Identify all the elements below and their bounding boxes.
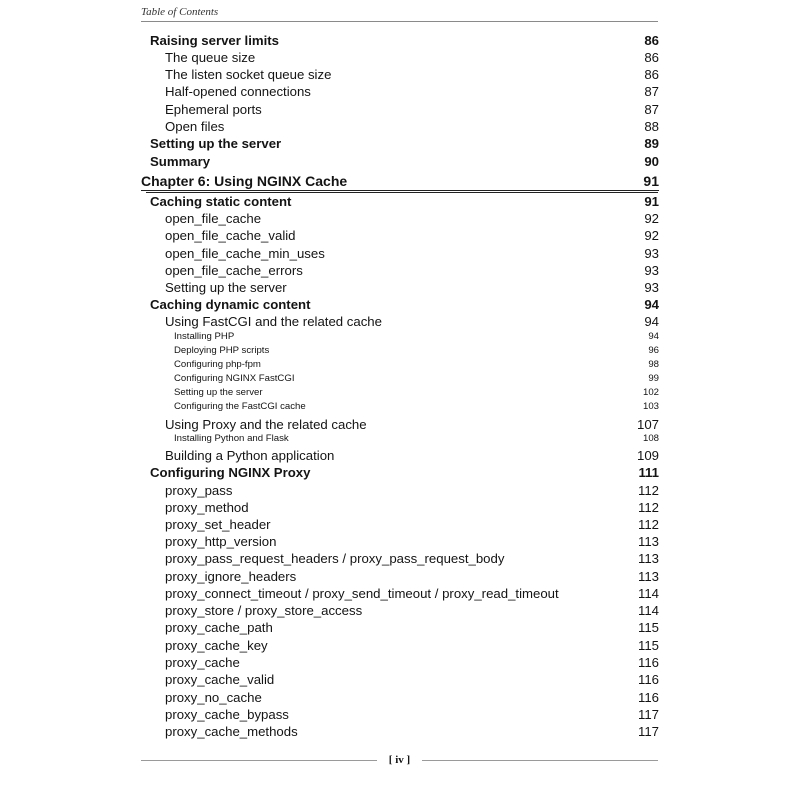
toc-entry-page-number: 113: [637, 534, 659, 549]
toc-entry-title: proxy_cache_methods: [165, 724, 298, 739]
toc-entry[interactable]: [165, 724, 659, 740]
toc-entry-page-number: 93: [644, 246, 659, 261]
toc-entry-page-number: 112: [637, 483, 659, 498]
toc-chapter-heading[interactable]: [141, 173, 659, 191]
toc-entry-page-number: 102: [642, 387, 659, 398]
toc-entry[interactable]: [174, 345, 659, 357]
toc-entry-title: Configuring php-fpm: [174, 359, 261, 370]
toc-entry-title: Half-opened connections: [165, 84, 311, 99]
toc-entry-title: open_file_cache_min_uses: [165, 246, 325, 261]
chapter-rule: [146, 192, 658, 193]
toc-entry[interactable]: [165, 448, 659, 464]
toc-entry-title: The listen socket queue size: [165, 67, 332, 82]
toc-entry-title: proxy_no_cache: [165, 690, 262, 705]
toc-entry-page-number: 114: [637, 586, 659, 601]
toc-entry-page-number: 115: [637, 620, 659, 635]
toc-entry[interactable]: [165, 672, 659, 688]
toc-entry-title: Using Proxy and the related cache: [165, 417, 367, 432]
toc-entry-page-number: 92: [644, 211, 659, 226]
toc-entry-page-number: 112: [637, 517, 659, 532]
toc-entry-title: open_file_cache: [165, 211, 262, 226]
toc-entry[interactable]: [150, 33, 659, 49]
toc-entry-title: Installing PHP: [174, 331, 235, 342]
toc-entry[interactable]: [165, 280, 659, 296]
toc-entry-title: Chapter 6: Using NGINX Cache: [141, 173, 348, 189]
toc-entry-title: proxy_cache_bypass: [165, 707, 289, 722]
toc-entry-page-number: 117: [637, 724, 659, 739]
toc-entry[interactable]: [174, 433, 659, 445]
toc-entry[interactable]: [174, 373, 659, 385]
toc-entry-title: Building a Python application: [165, 448, 335, 463]
toc-entry-title: proxy_pass_request_headers / proxy_pass_request_body: [165, 551, 505, 566]
toc-entry-title: proxy_cache: [165, 655, 240, 670]
toc-entry-title: proxy_cache_key: [165, 638, 268, 653]
toc-entry-title: proxy_http_version: [165, 534, 277, 549]
toc-entry[interactable]: [165, 551, 659, 567]
toc-entry[interactable]: [165, 119, 659, 135]
toc-entry[interactable]: [165, 483, 659, 499]
toc-entry-page-number: 94: [644, 314, 659, 329]
toc-entry-page-number: 96: [648, 345, 659, 356]
toc-entry-title: proxy_cache_valid: [165, 672, 275, 687]
toc-entry-page-number: 111: [638, 465, 659, 480]
toc-entry-title: Setting up the server: [150, 136, 282, 151]
toc-entry-title: Open files: [165, 119, 225, 134]
toc-entry-page-number: 91: [644, 194, 659, 209]
toc-entry[interactable]: [165, 246, 659, 262]
header-title: Table of Contents: [141, 6, 219, 18]
toc-entry[interactable]: [165, 67, 659, 83]
toc-entry-title: proxy_method: [165, 500, 249, 515]
toc-entry[interactable]: [165, 517, 659, 533]
toc-entry[interactable]: [150, 194, 659, 210]
toc-entry-page-number: 92: [644, 228, 659, 243]
toc-entry[interactable]: [165, 417, 659, 433]
toc-entry-page-number: 91: [643, 173, 659, 189]
toc-entry-title: Installing Python and Flask: [174, 433, 289, 444]
toc-entry-title: Setting up the server: [165, 280, 287, 295]
toc-entry-page-number: 94: [648, 331, 659, 342]
toc-entry-title: proxy_connect_timeout / proxy_send_timeout / proxy_read_timeout: [165, 586, 559, 601]
toc-entry-title: Configuring NGINX FastCGI: [174, 373, 295, 384]
toc-entry[interactable]: [174, 387, 659, 399]
toc-entry-page-number: 88: [644, 119, 659, 134]
toc-entry[interactable]: [165, 603, 659, 619]
toc-entry[interactable]: [165, 50, 659, 66]
toc-entry-page-number: 116: [637, 672, 659, 687]
toc-entry-page-number: 115: [637, 638, 659, 653]
toc-entry-page-number: 99: [648, 373, 659, 384]
toc-entry-page-number: 93: [644, 263, 659, 278]
toc-entry[interactable]: [150, 297, 659, 313]
toc-entry-title: Caching static content: [150, 194, 292, 209]
toc-entry[interactable]: [165, 84, 659, 100]
toc-entry-title: Deploying PHP scripts: [174, 345, 270, 356]
toc-entry-title: proxy_pass: [165, 483, 233, 498]
toc-entry[interactable]: [150, 136, 659, 152]
toc-entry-page-number: 107: [636, 417, 659, 432]
toc-entry[interactable]: [165, 690, 659, 706]
toc-entry[interactable]: [165, 586, 659, 602]
toc-entry-title: Using FastCGI and the related cache: [165, 314, 382, 329]
toc-entry[interactable]: [165, 620, 659, 636]
toc-entry-page-number: 116: [637, 655, 659, 670]
toc-entry-title: Raising server limits: [150, 33, 280, 48]
toc-entry-page-number: 112: [637, 500, 659, 515]
toc-entry-page-number: 117: [637, 707, 659, 722]
toc-entry[interactable]: [165, 102, 659, 118]
toc-entry-title: Configuring NGINX Proxy: [150, 465, 311, 480]
toc-entry-page-number: 89: [644, 136, 659, 151]
toc-entry-page-number: 87: [644, 102, 659, 117]
toc-entry[interactable]: [174, 331, 659, 343]
toc-entry-title: Setting up the server: [174, 387, 263, 398]
toc-entry-page-number: 113: [637, 569, 659, 584]
toc-entry-title: proxy_cache_path: [165, 620, 273, 635]
toc-entry-page-number: 94: [644, 297, 659, 312]
toc-entry-page-number: 116: [637, 690, 659, 705]
page-footer: [141, 753, 658, 767]
toc-entry[interactable]: [165, 211, 659, 227]
toc-entry[interactable]: [165, 638, 659, 654]
toc-entry[interactable]: [150, 154, 659, 170]
toc-entry-page-number: 114: [637, 603, 659, 618]
toc-entry[interactable]: [165, 534, 659, 550]
toc-entry[interactable]: [165, 500, 659, 516]
toc-entry-title: proxy_store / proxy_store_access: [165, 603, 363, 618]
toc-entry-page-number: 87: [644, 84, 659, 99]
toc-entry-page-number: 86: [644, 33, 659, 48]
toc-entry-title: Caching dynamic content: [150, 297, 311, 312]
toc-entry-page-number: 103: [642, 401, 659, 412]
toc-entry-page-number: 108: [642, 433, 659, 444]
page-number: [ iv ]: [385, 754, 414, 766]
toc-entry-page-number: 90: [644, 154, 659, 169]
toc-entry[interactable]: [165, 707, 659, 723]
toc-entry-page-number: 98: [648, 359, 659, 370]
toc-entry-title: Summary: [150, 154, 211, 169]
toc-entry[interactable]: [165, 569, 659, 585]
toc-entry-title: open_file_cache_errors: [165, 263, 303, 278]
toc-entry[interactable]: [150, 465, 659, 481]
toc-entry-page-number: 86: [644, 67, 659, 82]
toc-entry[interactable]: [165, 263, 659, 279]
toc-entry-title: The queue size: [165, 50, 256, 65]
toc-entry[interactable]: [165, 228, 659, 244]
toc-entry-title: open_file_cache_valid: [165, 228, 296, 243]
toc-entry-page-number: 109: [636, 448, 659, 463]
toc-entry-page-number: 93: [644, 280, 659, 295]
toc-entry[interactable]: [174, 401, 659, 413]
toc-entry[interactable]: [165, 314, 659, 330]
toc-entry[interactable]: [174, 359, 659, 371]
toc-entry-title: proxy_ignore_headers: [165, 569, 297, 584]
toc-entry-page-number: 86: [644, 50, 659, 65]
toc-entry-title: Ephemeral ports: [165, 102, 262, 117]
toc-entry-page-number: 113: [637, 551, 659, 566]
toc-entry-title: proxy_set_header: [165, 517, 271, 532]
toc-entry[interactable]: [165, 655, 659, 671]
toc-entry-title: Configuring the FastCGI cache: [174, 401, 306, 412]
